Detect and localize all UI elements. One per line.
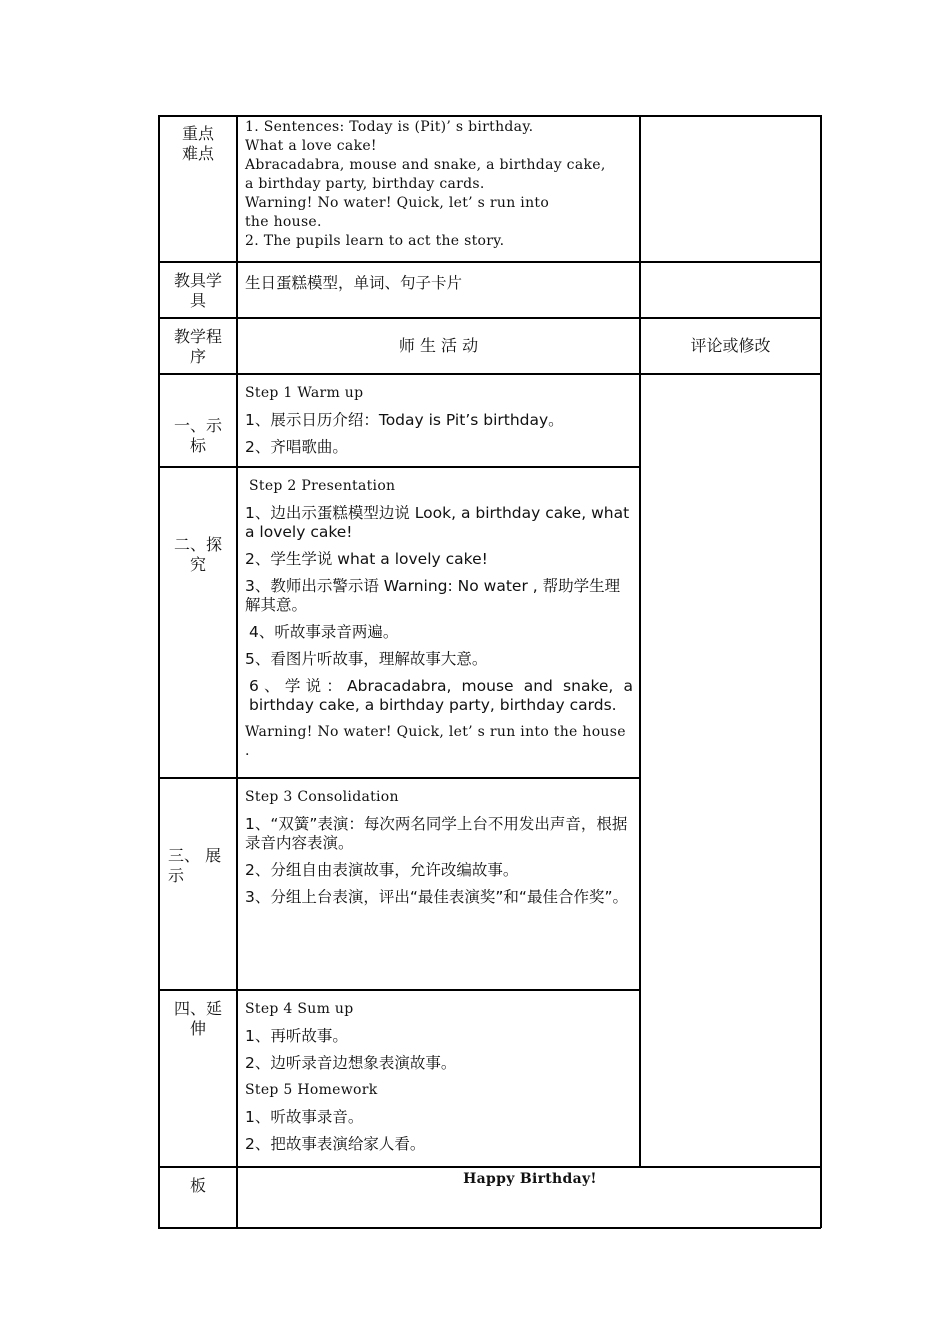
step5-title: Step 5 Homework <box>245 1082 378 1098</box>
label-step4: 四、延 伸 <box>173 999 222 1038</box>
key-points-line: Abracadabra, mouse and snake, a birthday cake, <box>245 157 606 173</box>
step2-item: 4、听故事录音两遍。 <box>249 623 399 641</box>
step1-title: Step 1 Warm up <box>245 385 364 401</box>
table-border-bottom <box>158 1227 821 1229</box>
step3-item: 1、“双簧”表演：每次两名同学上台不用发出声音，根据录音内容表演。 <box>245 815 628 852</box>
key-points-line: the house. <box>245 214 322 230</box>
board-content: Happy Birthday! <box>463 1171 597 1187</box>
step4-item: 1、再听故事。 <box>245 1027 348 1045</box>
row-divider <box>158 317 821 319</box>
activity-header: 师 生 活 动 <box>398 336 479 355</box>
col-divider <box>639 115 641 1167</box>
row-divider <box>158 989 640 991</box>
teaching-aids-content: 生日蛋糕模型，单词、句子卡片 <box>245 274 463 292</box>
step1-item: 2、齐唱歌曲。 <box>245 438 348 456</box>
step3-title: Step 3 Consolidation <box>245 789 399 805</box>
table-border-right <box>820 115 822 1228</box>
label-key-points: 重点 难点 <box>181 124 214 163</box>
key-points-content <box>245 118 637 251</box>
key-points-line: Warning! No water! Quick, let’ s run into <box>245 195 550 211</box>
label-procedure: 教学程 序 <box>173 327 222 366</box>
table-border-top <box>158 115 821 117</box>
step1-item: 1、展示日历介绍：Today is Pit’s birthday。 <box>245 411 564 429</box>
step2-content <box>245 477 633 761</box>
step2-item: 3、教师出示警示语 Warning: No water , 帮助学生理解其意。 <box>245 577 621 614</box>
step2-item: 1、边出示蛋糕模型边说 Look, a birthday cake, what a lovely cake! <box>245 504 630 541</box>
row-divider <box>158 261 821 263</box>
label-board: 板 <box>189 1176 206 1195</box>
row-divider <box>158 777 640 779</box>
col-divider <box>236 115 238 1228</box>
key-points-line: 1. Sentences: Today is (Pit)’ s birthday. <box>245 119 534 135</box>
step1-content <box>245 384 635 457</box>
comment-header: 评论或修改 <box>690 336 771 355</box>
row-divider <box>158 1166 821 1168</box>
step2-item: Warning! No water! Quick, let’ s run into the house . <box>245 724 626 759</box>
row-divider <box>158 466 640 468</box>
step2-item: 2、学生学说 what a lovely cake! <box>245 550 488 568</box>
step2-item: 5、看图片听故事，理解故事大意。 <box>245 650 488 668</box>
step3-item: 2、分组自由表演故事，允许改编故事。 <box>245 861 519 879</box>
row-divider <box>158 373 821 375</box>
label-teaching-aids: 教具学 具 <box>173 271 222 310</box>
key-points-line: What a love cake! <box>245 138 377 154</box>
key-points-line: a birthday party, birthday cards. <box>245 176 485 192</box>
step5-item: 2、把故事表演给家人看。 <box>245 1135 426 1153</box>
step4-item: 2、边听录音边想象表演故事。 <box>245 1054 457 1072</box>
step3-item: 3、分组上台表演，评出“最佳表演奖”和“最佳合作奖”。 <box>245 888 628 906</box>
step5-item: 1、听故事录音。 <box>245 1108 364 1126</box>
step3-content <box>245 788 633 907</box>
key-points-line: 2. The pupils learn to act the story. <box>245 233 505 249</box>
step4-title: Step 4 Sum up <box>245 1001 354 1017</box>
label-step2: 二、探 究 <box>173 535 222 574</box>
label-step3: 三、 展 示 <box>168 846 222 885</box>
step2-title: Step 2 Presentation <box>249 478 396 494</box>
step2-item: 6、学说：Abracadabra, mouse and snake, a birthday cake, a birthday party, birthday cards. <box>249 677 633 714</box>
label-step1: 一、示 标 <box>173 416 222 455</box>
step4-content <box>245 1000 635 1154</box>
